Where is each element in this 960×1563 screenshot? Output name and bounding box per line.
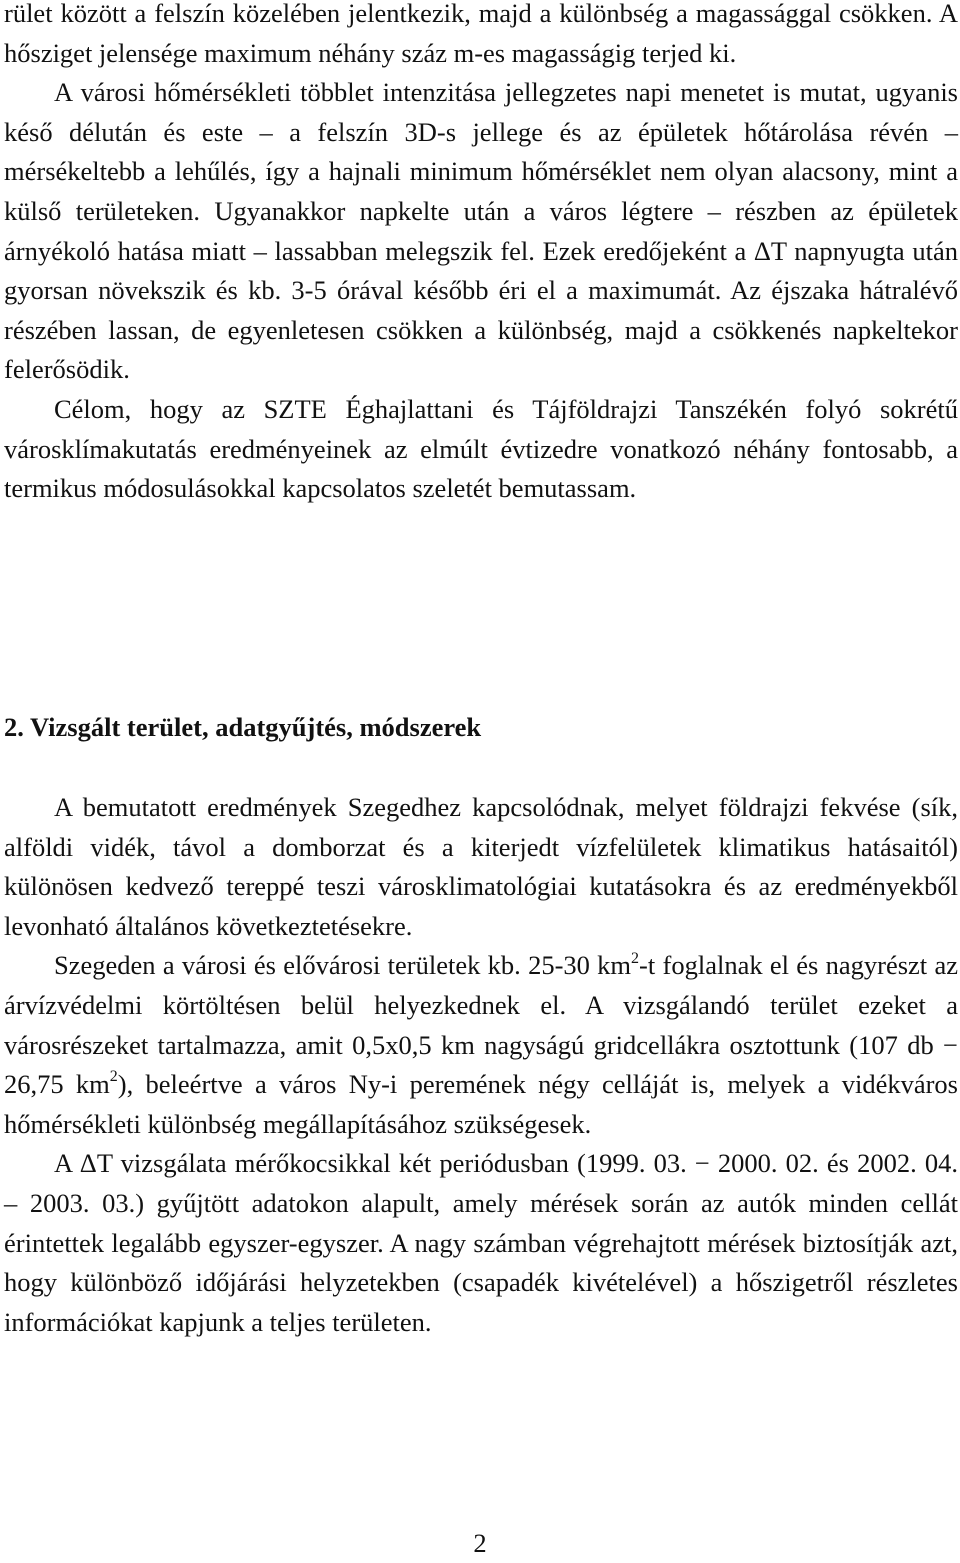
paragraph-continuation: rület között a felszín közelében jelentkezik, majd a különbség a magassággal csökken. A hősziget jelensége maximum néhány száz m-es magasságig terjed ki. <box>4 0 958 68</box>
paragraph-aim: Célom, hogy az SZTE Éghajlattani és Tájföldrajzi Tanszékén folyó sokrétű városklímakutatás eredményeinek az elmúlt évtizedre vonatkozó néhány fontosabb, a termikus módosulásokkal kapcsolatos szeletét bemutassam. <box>4 393 958 504</box>
paragraph-study-area: A bemutatott eredmények Szegedhez kapcsolódnak, melyet földrajzi fekvése (sík, alföldi vidék, távol a domborzat és a kiterjedt vízfelületek klimatikus hatásaitól) különösen kedvező tereppé teszi városklimatológiai kutatásokra és az eredményekből levonható általános következtetésekre. <box>4 792 958 941</box>
paragraph-measurements: A ΔT vizsgálata mérőkocsikkal két periódusban (1999. 03. − 2000. 02. és 2002. 04. – 2003. 03.) gyűjtött adatokon alapult, amely mérések során az autók minden cellát érintettek legalább egyszer-egyszer. A nagy számban végrehajtott mérések biztosítják azt, hogy különböző időjárási helyzetekben (csapadék kivételével) a hőszigetről részletes információkat kapjunk a teljes területen. <box>4 1148 958 1337</box>
section-1-body <box>4 0 958 509</box>
paragraph-daily-cycle: A városi hőmérsékleti többlet intenzitása jellegzetes napi menetet is mutat, ugyanis késő délután és este – a felszín 3D-s jellege és az épületek hőtárolása révén – mérsékeltebb a lehűlés, így a hajnali minimum hőmérséklet nem olyan alacsony, mint a külső területeken. Ugyanakkor napkelte után a város légtere – részben az épületek árnyékoló hatása miatt – lassabban melegszik fel. Ezek eredőjeként a ΔT napnyugta után gyorsan növekszik és kb. 3-5 órával később éri el a maximumát. Az éjszaka hátralévő részében lassan, de egyenletesen csökken a különbség, majd a csökkenés napkeltekor felerősödik. <box>4 77 958 385</box>
page-number: 2 <box>473 1528 487 1558</box>
section-2-heading: 2. Vizsgált terület, adatgyűjtés, módszerek <box>4 712 482 742</box>
paragraph-grid-cells: Szegeden a városi és elővárosi területek kb. 25-30 $km^2-t$ foglalnak el és nagyrészt az árvízvédelmi körtöltésen belül helyezkednek el. A vizsgálandó terület ezeket a városrészeket tartalmazza, amit 0,5x0,5 km nagyságú gridcellákra osztottunk (107 db − 26,75 $km^2$), beleértve a város Ny-i peremének négy celláját is, melyek a vidékváros hőmérsékleti különbség megállapításához szükségesek. <box>4 949 958 1139</box>
section-2-body <box>4 788 958 1342</box>
